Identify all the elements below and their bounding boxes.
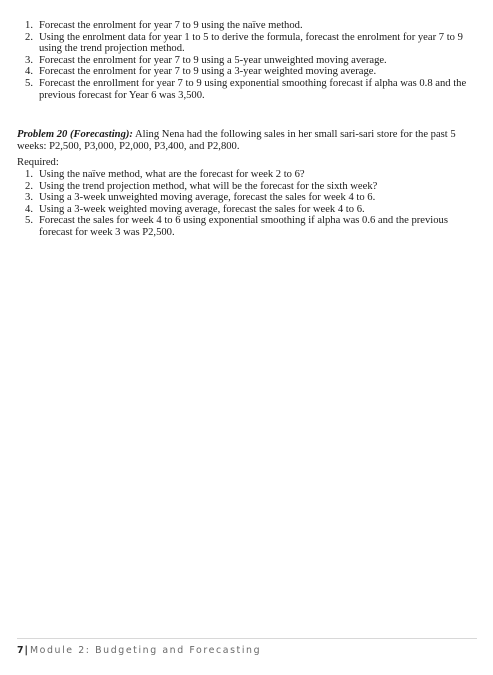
list-item	[17, 78, 477, 101]
item-text: Using a 3-week unweighted moving average, forecast the sales for week 4 to 6.	[39, 192, 376, 204]
item-number: 1.	[25, 169, 33, 180]
list-item	[17, 204, 477, 216]
item-number: 5.	[25, 215, 33, 227]
problem-20-paragraph	[17, 129, 477, 152]
list-item	[17, 32, 477, 55]
item-number: 4.	[25, 203, 33, 215]
list-item	[17, 181, 477, 193]
item-number: 2.	[25, 31, 33, 43]
sales-questions-list	[17, 169, 477, 239]
item-text: Using the naïve method, what are the forecast for week 2 to 6?	[39, 169, 305, 180]
required-label: Required:	[17, 157, 59, 168]
page-number: 7	[17, 645, 24, 656]
item-text: Forecast the enrollment for year 7 to 9 using exponential smoothing forecast if alpha was 0.8 and the previous forecast for Year 6 was 3,500.	[39, 77, 467, 101]
item-number: 5.	[25, 77, 33, 89]
item-text: Using the trend projection method, what will be the forecast for the sixth week?	[39, 180, 378, 192]
item-text: Forecast the enrolment for year 7 to 9 using a 5-year unweighted moving average.	[39, 54, 387, 66]
list-item	[17, 20, 477, 32]
item-text: Using a 3-week weighted moving average, forecast the sales for week 4 to 6.	[39, 203, 365, 215]
module-title: Module 2: Budgeting and Forecasting	[29, 645, 262, 656]
footer-divider	[17, 638, 477, 639]
list-item	[17, 66, 477, 78]
list-item	[17, 55, 477, 67]
item-number: 3.	[25, 192, 33, 204]
item-text: Using the enrolment data for year 1 to 5 to derive the formula, forecast the enrolment for year 7 to 9 using the trend projection method.	[39, 31, 463, 55]
item-text: Forecast the enrolment for year 7 to 9 using a 3-year weighted moving average.	[39, 66, 377, 78]
item-number: 1.	[25, 20, 33, 31]
item-number: 4.	[25, 66, 33, 78]
list-item	[17, 215, 477, 238]
page-footer	[17, 645, 261, 656]
item-number: 2.	[25, 180, 33, 192]
item-text: Forecast the sales for week 4 to 6 using exponential smoothing if alpha was 0.6 and the previous forecast for week 3 was P2,500.	[39, 215, 448, 238]
item-number: 3.	[25, 54, 33, 66]
list-item	[17, 169, 477, 181]
item-text: Forecast the enrolment for year 7 to 9 using the naïve method.	[39, 20, 303, 31]
problem-body: Aling Nena had the following sales in her small sari-sari store for the past 5 weeks: P2,500, P3,000, P2,000, P3,400, and P2,800.	[17, 129, 456, 152]
problem-title: Problem 20 (Forecasting):	[17, 129, 133, 140]
footer-separator: |	[24, 645, 28, 656]
list-item	[17, 192, 477, 204]
enrolment-questions-list	[17, 20, 477, 101]
